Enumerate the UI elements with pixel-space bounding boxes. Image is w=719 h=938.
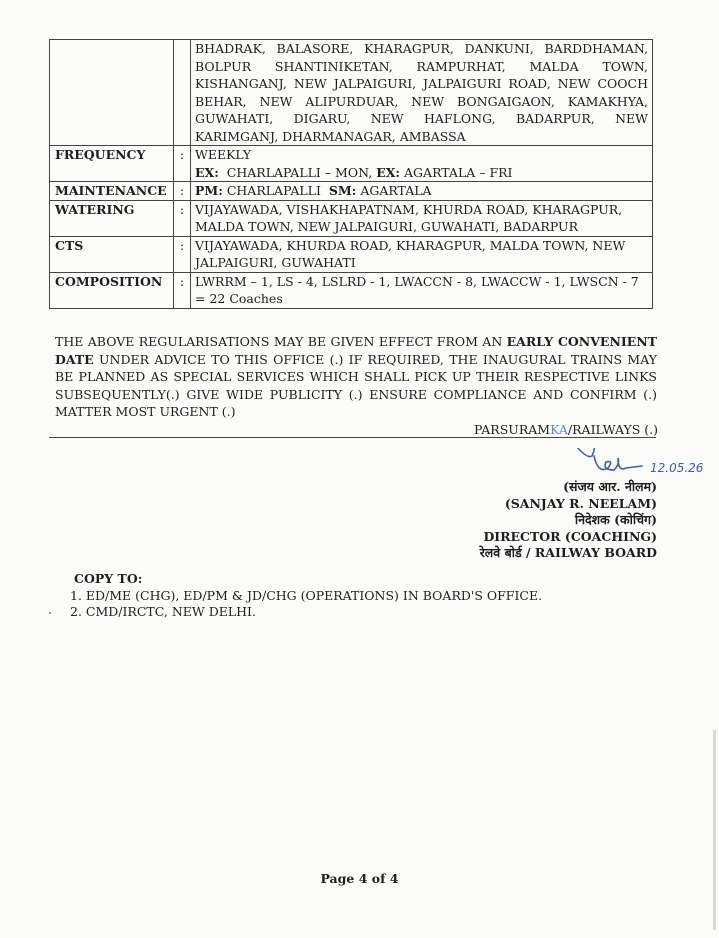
colon: :: [174, 182, 191, 201]
scan-speck: [49, 612, 51, 614]
instructions-paragraph: [55, 333, 657, 421]
signature-date: 12.05.26: [650, 461, 704, 475]
paragraph-bold: EARLY CONVENIENT DATE: [55, 334, 657, 367]
maintenance-label: MAINTENANCE: [50, 182, 174, 201]
cts-value: VIJAYAWADA, KHURDA ROAD, KHARAGPUR, MALDA TOWN, NEW JALPAIGURI, GUWAHATI: [191, 236, 653, 272]
ex-value: AGARTALA – FRI: [404, 164, 513, 180]
table-row: [50, 40, 653, 146]
colon: :: [174, 236, 191, 272]
signature-block: [480, 479, 657, 562]
sender-pre: PARSURAM: [474, 422, 551, 437]
table-row: [50, 182, 653, 201]
cts-label: CTS: [50, 236, 174, 272]
sm-value: AGARTALA: [360, 183, 432, 198]
page-number: Page 4 of 4: [320, 871, 399, 886]
watering-label: WATERING: [50, 200, 174, 236]
divider: [49, 437, 656, 438]
pm-label: PM:: [195, 183, 223, 198]
scan-edge-shadow: [713, 730, 716, 930]
colon: :: [174, 200, 191, 236]
frequency-value: [191, 146, 653, 182]
sender-address: [474, 422, 658, 437]
name-english: (SANJAY R. NEELAM): [504, 495, 657, 511]
watering-value: VIJAYAWADA, VISHAKHAPATNAM, KHURDA ROAD, KHARAGPUR, MALDA TOWN, NEW JALPAIGURI, GUWAHATI, BADARPUR: [191, 200, 653, 236]
title-hindi: निदेशक (कोचिंग): [574, 512, 657, 527]
colon: :: [174, 272, 191, 308]
maintenance-value: [191, 182, 653, 201]
sender-ka: KA: [550, 422, 568, 437]
stations-list: BHADRAK, BALASORE, KHARAGPUR, DANKUNI, BARDDHAMAN, BOLPUR SHANTINIKETAN, RAMPURHAT, MALDA TOWN, KISHANGANJ, NEW JALPAIGURI, JALPAIGURI ROAD, NEW COOCH BEHAR, NEW ALIPURDUAR, NEW BONGAIGAON, KAMAKHYA, GUWAHATI, DIGARU, NEW HAFLONG, BADARPUR, NEW KARIMGANJ, DHARMANAGAR, AMBASSA: [191, 40, 653, 146]
table-row: [50, 272, 653, 308]
train-details-table: [49, 39, 653, 309]
paragraph-part1: THE ABOVE REGULARISATIONS MAY BE GIVEN EFFECT FROM AN: [55, 334, 503, 349]
colon: :: [174, 146, 191, 182]
frequency-label: FREQUENCY: [50, 146, 174, 182]
empty-colon-cell: [174, 40, 191, 146]
sm-label: SM:: [328, 183, 357, 198]
name-hindi: (संजय आर. नीलम): [563, 479, 657, 494]
signature-stroke: [568, 448, 642, 470]
table-row: [50, 236, 653, 272]
copy-to-section: [70, 571, 542, 621]
title-english: DIRECTOR (COACHING): [483, 528, 657, 544]
paragraph-part2: UNDER ADVICE TO THIS OFFICE (.) IF REQUIRED, THE INAUGURAL TRAINS MAY BE PLANNED AS SPECIAL SERVICES WHICH SHALL PICK UP THEIR RESPECTIVE LINKS SUBSEQUENTLY(.) GIVE WIDE PUBLICITY (.) ENSURE COMPLIANCE AND CONFIRM (.) MATTER MOST URGENT (.): [55, 351, 657, 419]
frequency-ex-line: [195, 164, 648, 182]
pm-value: CHARLAPALLI: [226, 183, 321, 198]
ex-value: CHARLAPALLI – MON,: [226, 164, 373, 180]
table-row: [50, 146, 653, 182]
organization: रेलवे बोर्ड / RAILWAY BOARD: [479, 545, 657, 560]
frequency-weekly: WEEKLY: [195, 147, 252, 162]
sender-post: /RAILWAYS (.): [567, 422, 658, 437]
ex-label: EX:: [376, 164, 401, 180]
table-row: [50, 200, 653, 236]
copy-to-title: COPY TO:: [74, 571, 143, 586]
empty-label-cell: [50, 40, 174, 146]
ex-label: EX:: [195, 164, 219, 180]
list-item: 1. ED/ME (CHG), ED/PM & JD/CHG (OPERATIONS) IN BOARD'S OFFICE.: [70, 587, 543, 603]
composition-value: LWRRM – 1, LS - 4, LSLRD - 1, LWACCN - 8, LWACCW - 1, LWSCN - 7 = 22 Coaches: [191, 272, 653, 308]
composition-label: COMPOSITION: [50, 272, 174, 308]
list-item: 2. CMD/IRCTC, NEW DELHI.: [70, 604, 256, 619]
